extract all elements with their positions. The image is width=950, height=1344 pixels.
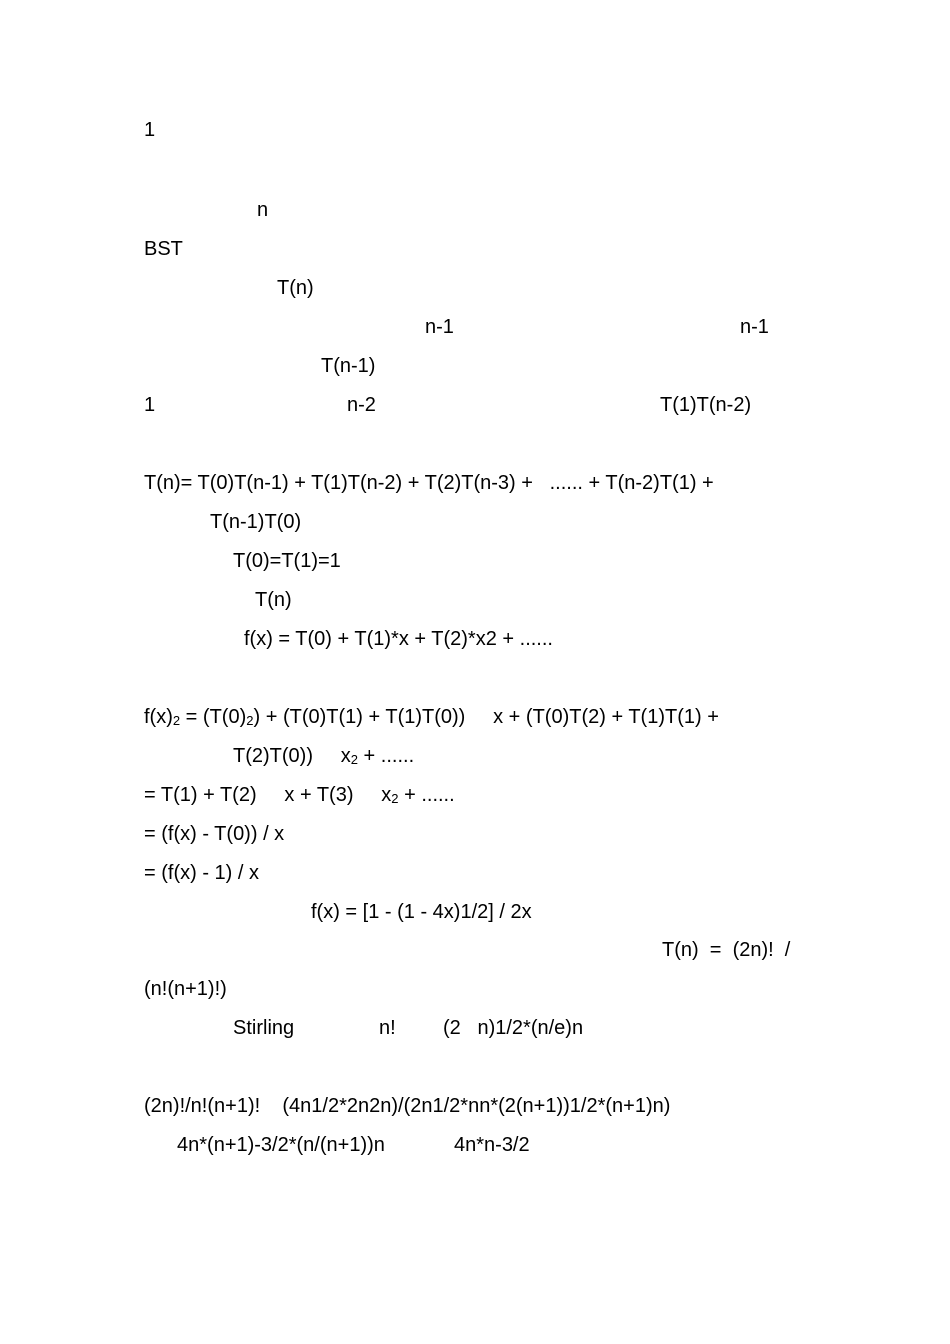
derivation-step: = (f(x) - T(0)) / x <box>144 823 285 845</box>
text-fragment: n-1 <box>425 316 454 338</box>
squared-function-cont: T(2)T(0)) $x_2$ + ...... <box>233 745 415 767</box>
text-fragment: BST <box>144 238 183 260</box>
stirling-approx: (2 n)1/2*(n/e)n <box>443 1017 584 1039</box>
derivation-step: = (f(x) - 1) / x <box>144 862 259 884</box>
catalan-formula: T(n) = (2n)! / <box>662 939 791 961</box>
text-fragment: n-2 <box>347 394 376 416</box>
stirling-factorial: n! <box>379 1017 396 1039</box>
text-fragment: T(n-1) <box>321 355 376 377</box>
recurrence-formula: T(n)= T(0)T(n-1) + T(1)T(n-2) + T(2)T(n-3) + ...... + T(n-2)T(1) + <box>144 472 714 494</box>
closed-form: f(x) = [1 - (1 - 4x)1/2] / 2x <box>311 901 532 923</box>
recurrence-formula-cont: T(n-1)T(0) <box>210 511 302 533</box>
section-number: 1 <box>144 119 156 141</box>
text-fragment: T(n) <box>277 277 314 299</box>
derivation-step: = T(1) + T(2) x + T(3) $x_2$ + ...... <box>144 784 455 806</box>
text-fragment: 1 <box>144 394 156 416</box>
initial-conditions: T(0)=T(1)=1 <box>233 550 341 572</box>
text-fragment: T(1)T(n-2) <box>660 394 752 416</box>
stirling-label: Stirling <box>233 1017 295 1039</box>
asymptotic-result: 4n*n-3/2 <box>454 1134 530 1156</box>
text-fragment: T(n) <box>255 589 292 611</box>
text-fragment: n <box>257 199 269 221</box>
text-fragment: n-1 <box>740 316 769 338</box>
catalan-formula-cont: (n!(n+1)!) <box>144 978 227 1000</box>
asymptotic-step: (2n)!/n!(n+1)! (4n1/2*2n2n)/(2n1/2*nn*(2(n+1))1/2*(n+1)n) <box>144 1095 671 1117</box>
asymptotic-step: 4n*(n+1)-3/2*(n/(n+1))n <box>177 1134 385 1156</box>
squared-function-line: $f(x)_2 = (T(0)_2) + (T(0)T(1) + T(1)T(0))$ x + (T(0)T(2) + T(1)T(1) + <box>144 706 719 728</box>
generating-function: f(x) = T(0) + T(1)*x + T(2)*x2 + ...... <box>244 628 553 650</box>
